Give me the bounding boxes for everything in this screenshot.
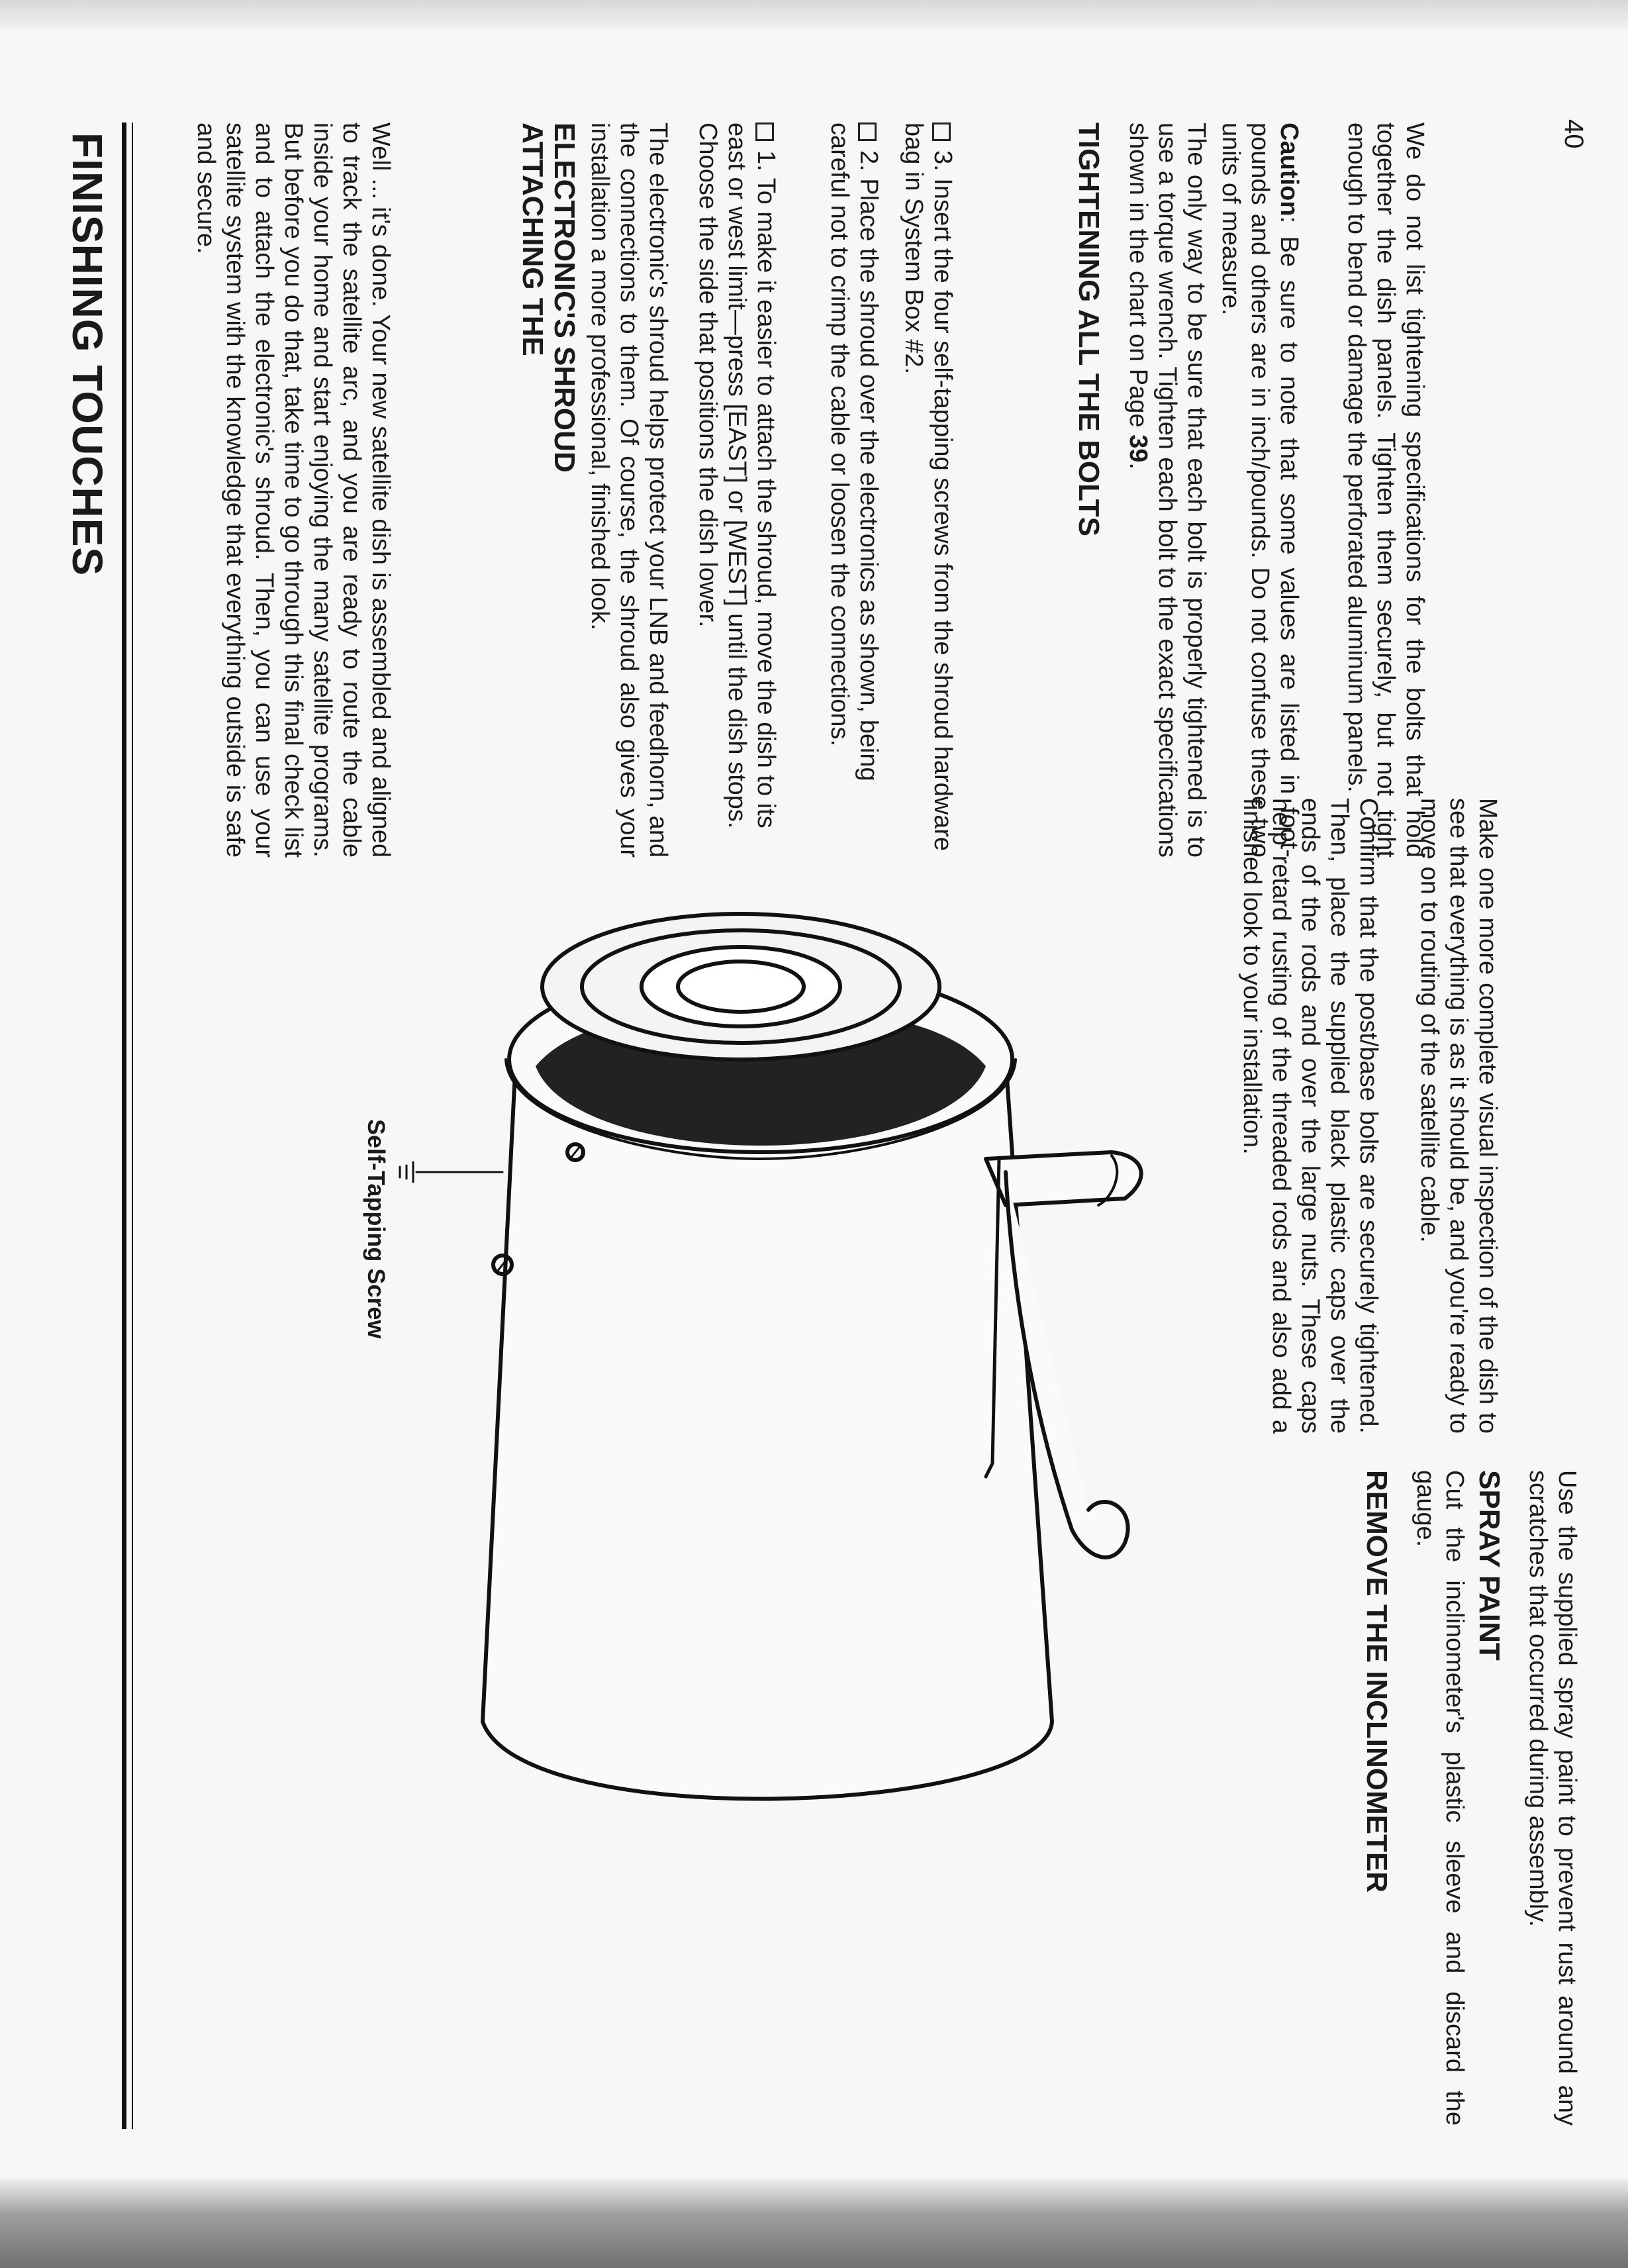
shroud-step-2: 2. Place the shroud over the electronics as shown, being careful not to crimp the cable or loosen the connections. [826,123,883,781]
bolts-heading: TIGHTENING ALL THE BOLTS [1073,123,1105,536]
inclinometer-paragraph: Cut the inclinometer's plastic sleeve and discard the gauge. [1412,1470,1468,2126]
checkbox-icon [755,123,774,141]
intro-paragraph: Well ... it's done. Your new satellite dish is assembled and aligned to track the satellite arc, and you are ready to route the cable inside your home and start enjoying the many satellite programs. But before you do that, take time to go through this final check list and to attach the electronic's shroud. Then, you can use your satellite system with the knowledge that everything outside is safe and secure. [192,123,395,858]
caution-paragraph: Caution: Be sure to note that some values are listed in foot-pounds and others are in inch/pounds. Do not confuse these two units of measure. [1217,123,1303,858]
spray-paragraph: Use the supplied spray paint to prevent rust around any scratches that occurred during assembly. [1524,1470,1581,2126]
checkbox-icon [932,123,951,141]
shroud-paragraph: The electronic's shroud helps protect your LNB and feedhorn, and the connections to them. Of course, the shroud also gives your installation a more professional, finished look. [586,123,672,858]
feedhorn-center [642,947,840,1026]
page-number: 40 [1559,119,1588,149]
bolts-specs-paragraph: We do not list tightening specifications for the bolts that hold together the dish panels. Tighten them securely, but not tight enough to bend or damage the perforated aluminum panels. [1343,123,1429,858]
shroud-body [483,1060,1052,1799]
title-rule-thin [132,123,133,2129]
screw-callout-icon [400,1162,413,1182]
title-rule-thick [122,123,126,2129]
inspection-paragraph: Make one more complete visual inspection of the dish to see that everything is as it should be, and you're ready to move on to routing of the satellite cable. [1415,798,1502,1434]
page-title: FINISHING TOUCHES [64,132,111,577]
shroud-heading-line2: ELECTRONIC'S SHROUD [548,123,581,473]
spray-heading: SPRAY PAINT [1473,1470,1506,1661]
self-tapping-screw-label: Self-Tapping Screw [363,1119,390,1339]
shroud-step-1: 1. To make it easier to attach the shroud, move the dish to its east or west limit—press [EAST] or [WEST] until the dish stops. Choose the side that positions the dish lower. [694,123,780,829]
shroud-heading-line1: ATTACHING THE [516,123,549,356]
bolts-paragraph: The only way to be sure that each bolt is properly tightened is to use a torque wrench. Tighten each bolt to the exact specifications shown in the chart on Page 39. [1124,123,1210,858]
checkbox-icon [858,123,877,141]
shroud-step-3: 3. Insert the four self-tapping screws from the shroud hardware bag in System Box #2. [900,123,957,852]
inclinometer-heading: REMOVE THE INCLINOMETER [1361,1470,1393,1893]
confirm-paragraph: Confirm that the post/base bolts are securely tightened. Then, place the supplied black plastic caps over the ends of the rods and over the large nuts. These caps help retard rusting of the threaded rods and also add a finished look to your installation. [1238,798,1382,1434]
shroud-illustration [370,894,1151,2020]
